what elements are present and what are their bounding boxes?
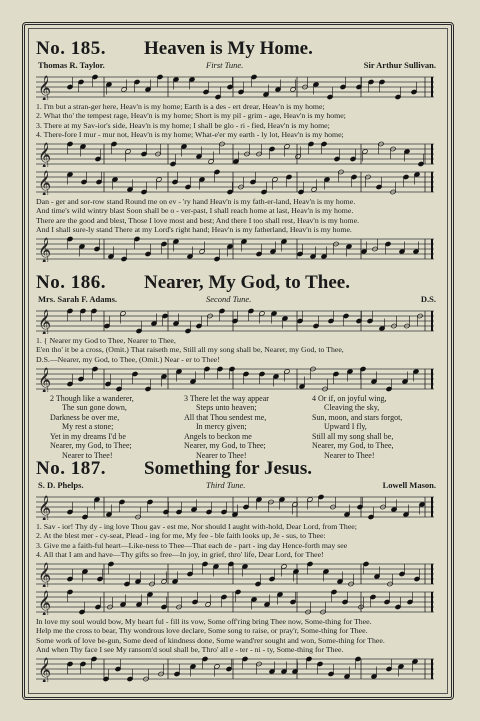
clef-icon: 𝄞: [38, 143, 52, 168]
stanza-line: Nearer to Thee!: [324, 450, 375, 460]
ds-mark: D.S.: [420, 294, 436, 304]
stanza-line: 2 Though like a wanderer,: [50, 393, 134, 403]
stanza-line: Nearer, my God, to Thee;: [184, 441, 266, 451]
hymn-tune: Third Tune.: [206, 480, 246, 490]
verse-line: E'en tho' it be a cross, (Omit.) That raiseth me, Still all my song shall be, Nearer, my God, to Thee,: [36, 345, 344, 355]
refrain-line: And I shall sure-ly stand There at my Lord's right hand; Heav'n is my fatherland, Heav'n is my home.: [36, 225, 352, 235]
staff-drawing: [36, 561, 434, 587]
music-staff: [36, 561, 434, 587]
clef-icon: 𝄞: [38, 367, 52, 392]
music-staff: [36, 141, 434, 167]
verse-lines: [36, 522, 440, 559]
stanza-2: [50, 394, 134, 461]
clef-icon: 𝄞: [38, 76, 52, 100]
hymn-186: [36, 272, 440, 460]
stanza-line: Yet in my dreams I'd be: [50, 431, 126, 441]
hymn-187: [36, 458, 440, 684]
stanza-line: 4 Or if, on joyful wing,: [312, 393, 387, 403]
hymn-185: [36, 38, 440, 264]
hymn-title: Nearer, My God, to Thee.: [144, 272, 350, 293]
music-staff: [36, 366, 434, 392]
stanza-line: Angels to beckon me: [184, 431, 252, 441]
staff-drawing: [36, 169, 434, 195]
verse-line: 1. { Nearer my God to Thee, Nearer to Thee,: [36, 336, 176, 345]
staff-drawing: [36, 589, 434, 615]
hymn-title: Something for Jesus.: [144, 458, 313, 479]
music-staff: [36, 494, 434, 520]
music-staff: [36, 169, 434, 195]
stanza-line: Nearer to Thee!: [196, 450, 247, 460]
refrain-line: Dan - ger and sor-row stand Round me on ev - 'ry hand Heav'n is my fath-er-land, Heav'n is my home.: [36, 197, 356, 207]
verse-line: 3. Give me a faith-ful heart—Like-ness to Thee—That each de - part - ing day Hence-forth may see: [36, 540, 348, 550]
refrain-line: Some work of love be-gun, Some deed of kindness done, Some wand'rer sought and won, Some-thing for Thee.: [36, 635, 385, 645]
staff-drawing: [36, 656, 434, 682]
verse-lines: [36, 102, 440, 139]
refrain-line: There are the good and blest, Those I love most and best; And there I too shall rest, Heav'n is my home.: [36, 215, 360, 225]
stanza-line: Nearer to Thee!: [62, 450, 113, 460]
music-staff: [36, 308, 434, 334]
clef-icon: 𝄞: [38, 591, 52, 616]
hymn-number: No. 186.: [36, 272, 106, 293]
stanza-line: The sun gone down,: [62, 403, 127, 413]
stanza-4: [312, 394, 402, 461]
hymn-composer: Sir Arthur Sullivan.: [363, 60, 436, 70]
stanza-line: All that Thou sendest me,: [184, 412, 267, 422]
verse-line: 1. Sav - ior! Thy dy - ing love Thou gav - est me, Nor should I aught with-hold, Dear Lord, from Thee;: [36, 522, 357, 531]
verse-line: D.S.—Nearer, my God, to Thee, (Omit.) Near - er to Thee!: [36, 354, 220, 364]
verse-line: 4. All that I am and have—Thy gifts so free—In joy, in grief, thro' life, Dear Lord, for Thee!: [36, 549, 324, 559]
stanza-line: Sun, moon, and stars forgot,: [312, 412, 403, 422]
music-staff: [36, 656, 434, 682]
stanza-line: In mercy given;: [196, 422, 247, 432]
stanza-line: Nearer, my God, to Thee,: [312, 441, 394, 451]
clef-icon: 𝄞: [38, 658, 52, 683]
verse-line: 4. There-fore I mur - mur not, Heav'n is my home; What-e'er my earth - ly lot, Heav'n is my home;: [36, 129, 344, 139]
clef-icon: 𝄞: [38, 496, 52, 520]
stanzas: [36, 393, 440, 460]
verse-line: 1. I'm but a stran-ger here, Heav'n is my home; Earth is a des - ert drear, Heav'n is my home;: [36, 102, 325, 111]
verse-line: 2. What tho' the tempest rage, Heav'n is my home; Short is my pil - grim - age, Heav'n is my home;: [36, 111, 346, 121]
refrain-line: And time's wild wintry blast Soon shall be o - ver-past, I shall reach home at last, Heav'n is my home.: [36, 206, 354, 216]
stanza-3: [184, 394, 269, 461]
hymn-number: No. 185.: [36, 38, 106, 59]
refrain-line: And when Thy face I see My ransom'd soul shall be, Thro' all e - ter - ni - ty, Some-thing for Thee.: [36, 645, 344, 655]
staff-drawing: [36, 74, 434, 100]
clef-icon: 𝄞: [38, 238, 52, 263]
staff-drawing: [36, 366, 434, 392]
staff-drawing: [36, 494, 434, 520]
verse-line: 3. There at my Sav-ior's side, Heav'n is my home; I shall be glo - ri - fied, Heav'n is my home;: [36, 120, 330, 130]
hymn-title: Heaven is My Home.: [144, 38, 313, 59]
music-staff: [36, 236, 434, 262]
refrain-line: In love my soul would bow, My heart ful - fill its vow, Some off'ring bring Thee now, Some-thing for Thee.: [36, 617, 372, 627]
clef-icon: 𝄞: [38, 563, 52, 588]
music-staff: [36, 74, 434, 100]
stanza-line: Cleaving the sky,: [324, 403, 380, 413]
stanza-line: Darkness be over me,: [50, 412, 120, 422]
clef-icon: 𝄞: [38, 171, 52, 196]
stanza-line: Still all my song shall be,: [312, 431, 394, 441]
hymn-author: Mrs. Sarah F. Adams.: [38, 294, 118, 304]
hymn-composer: Lowell Mason.: [382, 480, 436, 490]
hymn-author: S. D. Phelps.: [38, 480, 84, 490]
hymn-number: No. 187.: [36, 458, 106, 479]
hymn-author: Thomas R. Taylor.: [38, 60, 105, 70]
stanza-line: Steps unto heaven;: [196, 403, 257, 413]
verse-lines: [36, 336, 440, 364]
verse-line: 2. At the blest mer - cy-seat, Plead - ing for me, My fee - ble faith looks up, Je - sus, to Thee:: [36, 531, 326, 541]
stanza-line: Upward I fly,: [324, 422, 367, 432]
hymn-tune: Second Tune.: [206, 294, 252, 304]
refrain-line: Help me the cross to bear, Thy wondrous love declare, Some song to raise, or pray'r, Some-thing for Thee.: [36, 626, 368, 636]
music-staff: [36, 589, 434, 615]
stanza-line: 3 There let the way appear: [184, 393, 269, 403]
stanza-line: Nearer, my God, to Thee;: [50, 441, 132, 451]
refrain-lines: [36, 197, 440, 234]
stanza-line: My rest a stone;: [62, 422, 114, 432]
staff-drawing: [36, 308, 434, 334]
staff-drawing: [36, 236, 434, 262]
clef-icon: 𝄞: [38, 310, 52, 334]
refrain-lines: [36, 617, 440, 654]
hymn-tune: First Tune.: [206, 60, 244, 70]
staff-drawing: [36, 141, 434, 167]
